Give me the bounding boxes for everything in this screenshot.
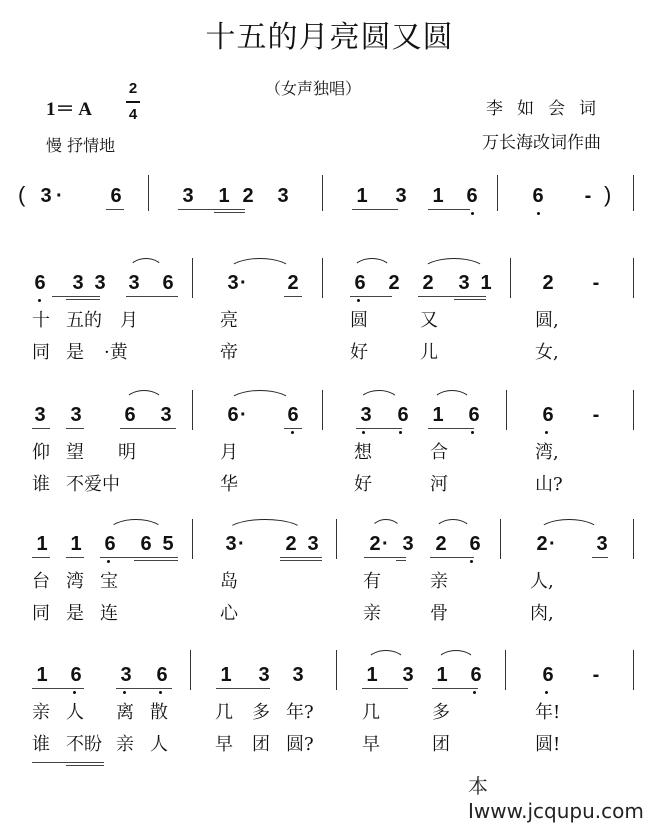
bar-line (633, 258, 634, 298)
lyric-verse2: 儿 (420, 342, 438, 363)
lyric-verse2: 好 (350, 342, 368, 363)
note: 1 (366, 664, 378, 686)
note: 6 (162, 272, 174, 294)
note: 3 (94, 272, 106, 294)
slur-tie (124, 390, 164, 403)
lyric-verse2: 谁 (32, 474, 50, 495)
underline-beam (32, 688, 84, 689)
underline-beam (178, 209, 245, 210)
note: 6 (468, 404, 480, 426)
note: 1 (220, 664, 232, 686)
low-octave-dot (471, 212, 474, 215)
bar-line (505, 650, 506, 690)
low-octave-dot (545, 691, 548, 694)
note: 3 (292, 664, 304, 686)
lyric-verse1: 合 (430, 442, 448, 463)
underline-beam (432, 688, 478, 689)
lyric-verse2: 谁 (32, 734, 50, 755)
lyric-verse2: 连 (100, 603, 118, 624)
note: 2 (242, 185, 254, 207)
underline-beam (280, 560, 322, 561)
underline-beam (454, 299, 486, 300)
lyric-verse1: 仰 (32, 442, 50, 463)
slur-tie (228, 390, 292, 403)
underline-beam (364, 557, 406, 558)
note: 3 (34, 404, 46, 426)
lyric-verse1: 月 (120, 310, 138, 331)
time-signature-bottom: 4 (128, 106, 138, 123)
low-octave-dot (545, 431, 548, 434)
note: 2 (285, 533, 297, 555)
underline-beam (100, 557, 178, 558)
low-octave-dot (471, 431, 474, 434)
bar-line (633, 519, 634, 559)
note: 6 (227, 404, 239, 426)
note: 6 (532, 185, 544, 207)
underline-beam (352, 209, 398, 210)
note: 6 (542, 664, 554, 686)
lyric-verse2: 好 (354, 474, 372, 495)
composer-credit: 万长海改词作曲 (482, 133, 601, 153)
note: 1 (36, 533, 48, 555)
lyricist-credit: 李如会词 (486, 99, 610, 119)
bar-line (500, 519, 501, 559)
note: 6 (140, 533, 152, 555)
time-signature-divider (126, 101, 140, 103)
underline-beam (32, 557, 50, 558)
note: 6 (469, 533, 481, 555)
underline-beam (66, 299, 100, 300)
note: - (592, 272, 600, 294)
note: - (592, 404, 600, 426)
underline-beam (284, 296, 302, 297)
lyric-verse1: 圆 (350, 310, 368, 331)
lyric-verse2: 华 (220, 474, 238, 495)
underline-beam (356, 428, 402, 429)
low-octave-dot (123, 691, 126, 694)
note: 3 (182, 185, 194, 207)
time-signature-top: 2 (128, 80, 138, 97)
tempo-marking: 慢 抒情地 (46, 136, 116, 155)
note: 1 (70, 533, 82, 555)
note: 6 (354, 272, 366, 294)
note: 3 (70, 404, 82, 426)
bar-line (633, 175, 634, 211)
lyric-verse1: 又 (420, 310, 438, 331)
key-signature: 1＝ A (46, 99, 92, 120)
note: 3 (227, 272, 239, 294)
underline-beam (126, 296, 178, 297)
note: 5 (162, 533, 174, 555)
lyric-verse1: 年? (286, 702, 314, 723)
lyric-verse2: 心 (220, 603, 238, 624)
lyric-verse2: 女, (535, 342, 559, 363)
note: 1 (218, 185, 230, 207)
note: 2 (422, 272, 434, 294)
slur-tie (108, 519, 164, 532)
lyric-verse1: 亲 (430, 571, 448, 592)
lyric-verse1: 宝 (100, 571, 118, 592)
note: 2 (536, 533, 548, 555)
song-title: 十五的月亮圆又圆 (205, 20, 454, 55)
lyric-verse2: 亲 (116, 734, 134, 755)
underline-beam (32, 428, 50, 429)
lyric-verse2: 同 (32, 342, 50, 363)
lyric-verse1: 年! (535, 702, 561, 723)
note: 3 (128, 272, 140, 294)
underline-beam (66, 428, 84, 429)
bar-line (148, 175, 149, 211)
augmentation-dot: · (549, 533, 556, 555)
bar-line (633, 650, 634, 690)
underline-beam (120, 428, 176, 429)
underline-beam (116, 688, 172, 689)
note: 6 (70, 664, 82, 686)
slur-tie (352, 258, 392, 271)
bar-line (190, 650, 191, 690)
slur-tie (538, 519, 600, 532)
underline-beam (52, 296, 100, 297)
slur-tie (128, 258, 164, 271)
note: 2 (542, 272, 554, 294)
underline-beam (32, 762, 104, 763)
note: 6 (466, 185, 478, 207)
note: 6 (397, 404, 409, 426)
lyric-verse1: 多 (432, 702, 450, 723)
lyric-verse2: 不爱中 (66, 474, 120, 495)
low-octave-dot (399, 431, 402, 434)
underline-beam (592, 557, 608, 558)
note: 3 (402, 533, 414, 555)
note: 2 (369, 533, 381, 555)
low-octave-dot (357, 299, 360, 302)
lyric-verse2: 早 (362, 734, 380, 755)
slur-tie (228, 258, 292, 271)
lyric-verse1: 圆, (535, 310, 559, 331)
bar-line (322, 390, 323, 430)
lyric-verse2: 圆? (286, 734, 314, 755)
underline-beam (216, 688, 270, 689)
note: 1 (36, 664, 48, 686)
lyric-verse2: 骨 (430, 603, 448, 624)
note: - (592, 664, 600, 686)
bar-line (633, 390, 634, 430)
low-octave-dot (73, 691, 76, 694)
bar-line (506, 390, 507, 430)
bar-line (192, 258, 193, 298)
note: 1 (480, 272, 492, 294)
lyric-verse1: 台 (32, 571, 50, 592)
low-octave-dot (38, 299, 41, 302)
lyric-verse1: 望 (66, 442, 84, 463)
underline-beam (428, 209, 470, 210)
note: 3 (596, 533, 608, 555)
lyric-verse2: 人 (150, 734, 168, 755)
underline-beam (418, 296, 486, 297)
note: 3 (277, 185, 289, 207)
augmentation-dot: · (240, 404, 247, 426)
lyric-verse2: 不盼 (66, 734, 102, 755)
lyric-verse1: 明 (118, 442, 136, 463)
bar-line (336, 650, 337, 690)
note: 1 (432, 185, 444, 207)
note: 3 (160, 404, 172, 426)
augmentation-dot: · (56, 185, 63, 207)
lyric-verse1: 离 (116, 702, 134, 723)
note: 3 (120, 664, 132, 686)
lyric-verse1: 人 (66, 702, 84, 723)
underline-beam (350, 296, 392, 297)
slur-tie (366, 650, 406, 663)
lyric-verse1: 散 (150, 702, 168, 723)
lyric-verse2: 是 (66, 342, 84, 363)
underline-beam (66, 765, 104, 766)
note: 1 (356, 185, 368, 207)
low-octave-dot (159, 691, 162, 694)
note: 3 (360, 404, 372, 426)
lyric-verse2: 同 (32, 603, 50, 624)
underline-beam (284, 428, 302, 429)
augmentation-dot: · (240, 272, 247, 294)
lyric-verse2: 团 (432, 734, 450, 755)
lyric-verse2: 肉, (530, 603, 554, 624)
lyric-verse2: 山? (535, 474, 563, 495)
slur-tie (422, 258, 486, 271)
lyric-verse1: 几 (215, 702, 233, 723)
bar-line (192, 519, 193, 559)
underline-beam (428, 428, 474, 429)
lyric-verse1: 湾 (66, 571, 84, 592)
note: 6 (287, 404, 299, 426)
underline-beam (396, 560, 406, 561)
low-octave-dot (470, 560, 473, 563)
slur-tie (226, 519, 304, 532)
note: 6 (110, 185, 122, 207)
open-paren: ( (18, 182, 26, 207)
note: 2 (435, 533, 447, 555)
underline-beam (362, 688, 408, 689)
note: 2 (287, 272, 299, 294)
watermark: 本Iwww.jcqupu.com (468, 774, 644, 823)
note: 2 (388, 272, 400, 294)
underline-beam (214, 212, 245, 213)
close-paren: ) (604, 182, 612, 207)
underline-beam (134, 560, 178, 561)
note: 3 (225, 533, 237, 555)
lyric-verse1: 几 (362, 702, 380, 723)
note: 1 (432, 404, 444, 426)
low-octave-dot (362, 431, 365, 434)
low-octave-dot (291, 431, 294, 434)
note: 3 (258, 664, 270, 686)
slur-tie (434, 519, 472, 532)
lyric-verse2: 圆! (535, 734, 561, 755)
lyric-verse1: 有 (363, 571, 381, 592)
underline-beam (106, 209, 124, 210)
bar-line (510, 258, 511, 298)
lyric-verse1: 五的 (66, 310, 102, 331)
augmentation-dot: · (382, 533, 389, 555)
lyric-verse1: 想 (354, 442, 372, 463)
note: 6 (156, 664, 168, 686)
lyric-verse2: 亲 (363, 603, 381, 624)
lyric-verse1: 岛 (220, 571, 238, 592)
underline-beam (66, 557, 84, 558)
note: 3 (40, 185, 52, 207)
lyric-verse2: 早 (215, 734, 233, 755)
lyric-verse2: 帝 (220, 342, 238, 363)
lyric-verse1: 十 (32, 310, 50, 331)
lyric-verse2: 团 (252, 734, 270, 755)
slur-tie (358, 390, 400, 403)
note: 3 (402, 664, 414, 686)
low-octave-dot (473, 691, 476, 694)
slur-tie (432, 390, 472, 403)
note: 6 (470, 664, 482, 686)
bar-line (497, 175, 498, 211)
bar-line (322, 258, 323, 298)
lyric-verse1: 人, (530, 571, 554, 592)
low-octave-dot (537, 212, 540, 215)
note: 3 (458, 272, 470, 294)
note: 1 (436, 664, 448, 686)
lyric-verse1: 湾, (535, 442, 559, 463)
note: 3 (307, 533, 319, 555)
bar-line (192, 390, 193, 430)
underline-beam (430, 557, 474, 558)
note: 3 (395, 185, 407, 207)
time-signature (124, 80, 142, 124)
low-octave-dot (107, 560, 110, 563)
slur-tie (370, 519, 402, 532)
note: 6 (124, 404, 136, 426)
note: 3 (72, 272, 84, 294)
lyric-verse2: 是 (66, 603, 84, 624)
lyric-verse1: 多 (252, 702, 270, 723)
performance-type: （女声独唱） (265, 79, 362, 98)
bar-line (336, 519, 337, 559)
slur-tie (436, 650, 476, 663)
augmentation-dot: · (238, 533, 245, 555)
lyric-verse1: 月 (220, 442, 238, 463)
note: - (584, 185, 592, 207)
lyric-verse1: 亲 (32, 702, 50, 723)
lyric-verse1: 亮 (220, 310, 238, 331)
lyric-verse2: ·黄 (104, 342, 128, 363)
note: 6 (34, 272, 46, 294)
note: 6 (104, 533, 116, 555)
underline-beam (280, 557, 322, 558)
bar-line (322, 175, 323, 211)
lyric-verse2: 河 (430, 474, 448, 495)
note: 6 (542, 404, 554, 426)
